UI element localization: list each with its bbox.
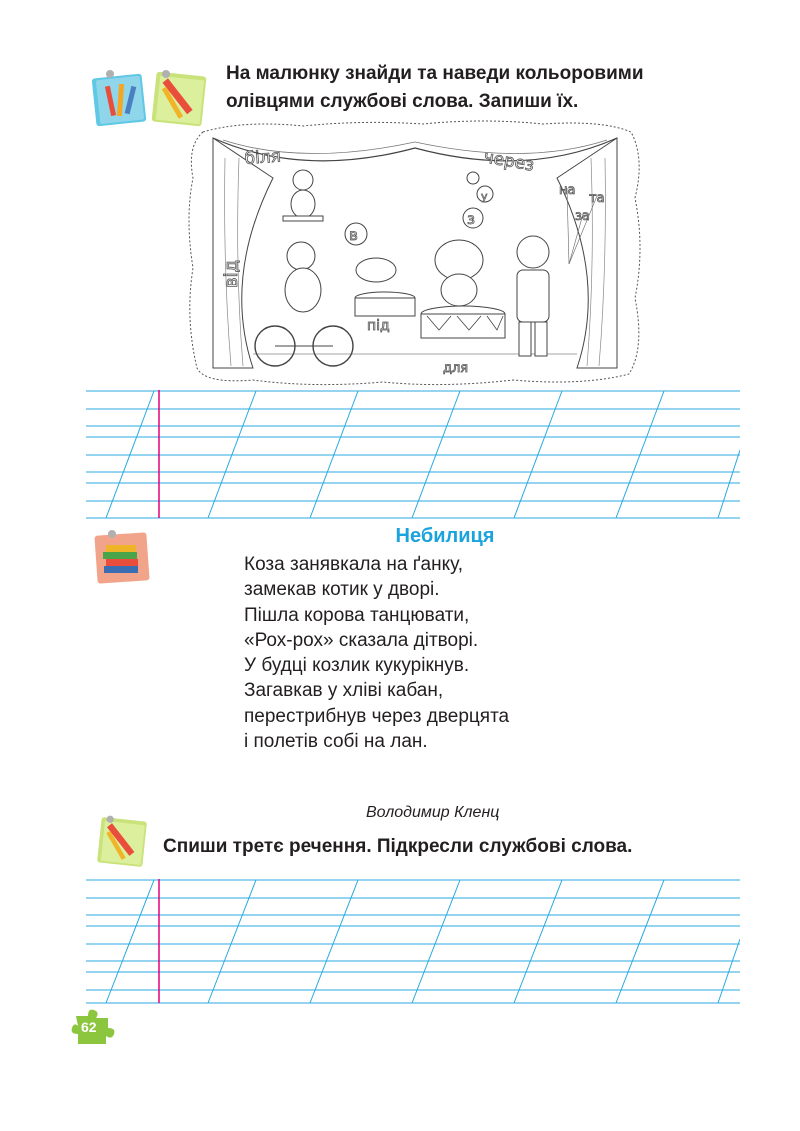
poem-line: «Рох-рох» сказала дітворі. (244, 629, 479, 651)
poem-title: Небилиця (395, 525, 495, 547)
poem-author: Володимир Кленц (366, 804, 500, 821)
exercise-2-instruction: Спиши третє речення. Підкресли службові слова. (163, 836, 633, 857)
hidden-word: в (349, 226, 358, 244)
poem-line: У будці козлик кукурікнув. (244, 655, 470, 677)
poem (244, 552, 509, 754)
hidden-word: біля (243, 146, 282, 169)
hidden-word: від (221, 259, 242, 288)
exercise-1-instruction (226, 60, 738, 116)
pencil-ruler-icon (92, 812, 152, 872)
circus-stage-picture (183, 118, 647, 388)
hidden-word: та (589, 191, 605, 206)
paint-brushes-icon (88, 66, 152, 130)
writing-grid[interactable] (86, 879, 740, 1009)
poem-line: замекав котик у дворі. (244, 579, 440, 601)
books-icon (90, 528, 154, 588)
hidden-word: для (443, 361, 469, 376)
hidden-word: за (575, 209, 590, 224)
hidden-word: у (481, 190, 488, 203)
poem-line: Загавкав у хліві кабан, (244, 680, 444, 702)
poem-line: перестрибнув через дверцята (244, 705, 510, 727)
poem-line: Коза занявкала на ґанку, (244, 554, 463, 575)
instruction-line: На малюнку знайди та наведи кольоровими (226, 63, 644, 84)
writing-grid[interactable] (86, 390, 740, 520)
hidden-word: під (367, 318, 390, 334)
hidden-word: через (482, 147, 536, 176)
instruction-line: олівцями службові слова. Запиши їх. (226, 91, 579, 112)
hidden-word: на (559, 183, 576, 198)
page-number: 62 (81, 1019, 97, 1035)
poem-line: Пішла корова танцювати, (244, 604, 470, 626)
poem-line: і полетів собі на лан. (244, 731, 428, 753)
hidden-word: з (467, 210, 475, 228)
